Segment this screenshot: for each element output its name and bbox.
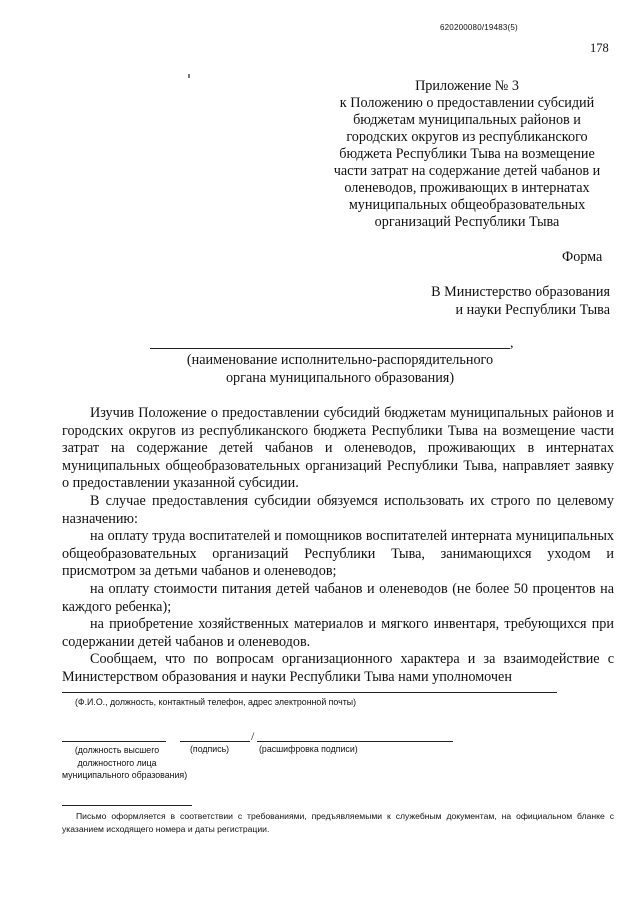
recipient-block xyxy=(380,283,610,319)
position-caption xyxy=(62,744,172,770)
appendix-line: бюджета Республики Тыва на возмещение xyxy=(339,146,595,162)
paragraph: Сообщаем, что по вопросам организационного характера и за взаимодействие с Министерством образования и науки Республики Тыва нами уполномочен xyxy=(62,651,614,685)
recipient-line: В Министерство образования xyxy=(431,284,610,300)
signature-caption: (подпись) xyxy=(190,744,230,754)
paragraph: на оплату труда воспитателей и помощников воспитателей интерната муниципальных общеобразовательных организаций Республики Тыва, занимающихся уходом и присмотром за детьми чабанов и оленеводов; xyxy=(62,528,614,580)
contact-person-line xyxy=(62,692,557,693)
footnote-rule xyxy=(62,805,192,806)
decoding-caption: (расшифровка подписи) xyxy=(259,744,358,754)
signature-line xyxy=(180,741,250,742)
signature-slash: / xyxy=(251,729,255,743)
sender-blank-line xyxy=(150,348,510,349)
footnote: Письмо оформляется в соответствии с требованиями, предъявляемыми к служебным документам, на официальном бланке с указанием исходящего номера и даты регистрации. xyxy=(62,811,614,834)
blank-comma: , xyxy=(510,336,514,351)
caption-line: (наименование исполнительно-распорядительного xyxy=(186,352,494,368)
position-line xyxy=(62,741,166,742)
appendix-line: бюджетам муниципальных районов и xyxy=(353,112,581,128)
scan-mark xyxy=(188,74,190,78)
paragraph: на оплату стоимости питания детей чабанов и оленеводов (не более 50 процентов на каждого ребенка); xyxy=(62,580,614,615)
paragraph: В случае предоставления субсидии обязуемся использовать их строго по целевому назначению: xyxy=(62,492,614,527)
appendix-line: Приложение № 3 xyxy=(415,78,519,94)
appendix-line: городских округов из республиканского xyxy=(346,129,588,145)
document-id: 620200080/19483(5) xyxy=(440,23,518,32)
application-body xyxy=(62,405,614,687)
appendix-heading xyxy=(318,78,616,231)
position-caption-tail: муниципального образования) xyxy=(62,770,188,780)
caption-line: органа муниципального образования) xyxy=(225,370,455,386)
appendix-line: муниципальных общеобразовательных xyxy=(348,197,586,213)
caption-line: (должность высшего xyxy=(74,745,160,755)
caption-line: должностного лица xyxy=(77,758,157,768)
form-label: Форма xyxy=(562,249,603,265)
recipient-line: и науки Республики Тыва xyxy=(455,302,610,318)
page-number: 178 xyxy=(590,41,609,55)
paragraph: на приобретение хозяйственных материалов и мягкого инвентаря, требующихся при содержании детей чабанов и оленеводов. xyxy=(62,616,614,650)
signature-decoding-line xyxy=(257,741,453,742)
appendix-line: оленеводов, проживающих в интернатах xyxy=(344,180,590,196)
sender-blank-caption xyxy=(160,351,520,387)
appendix-line: организаций Республики Тыва xyxy=(374,214,560,230)
appendix-line: части затрат на содержание детей чабанов и xyxy=(333,163,601,179)
contact-person-caption: (Ф.И.О., должность, контактный телефон, адрес электронной почты) xyxy=(75,697,356,707)
appendix-line: к Положению о предоставлении субсидий xyxy=(339,95,595,111)
paragraph: Изучив Положение о предоставлении субсидий бюджетам муниципальных районов и городских округов из республиканского бюджета Республики Тыва на возмещение части затрат на содержание детей чабанов и оленеводов, проживающих в интернатах муниципальных общеобразовательных организаций Республики Тыва, направляет заявку о предоставлении указанной субсидии. xyxy=(62,405,614,492)
